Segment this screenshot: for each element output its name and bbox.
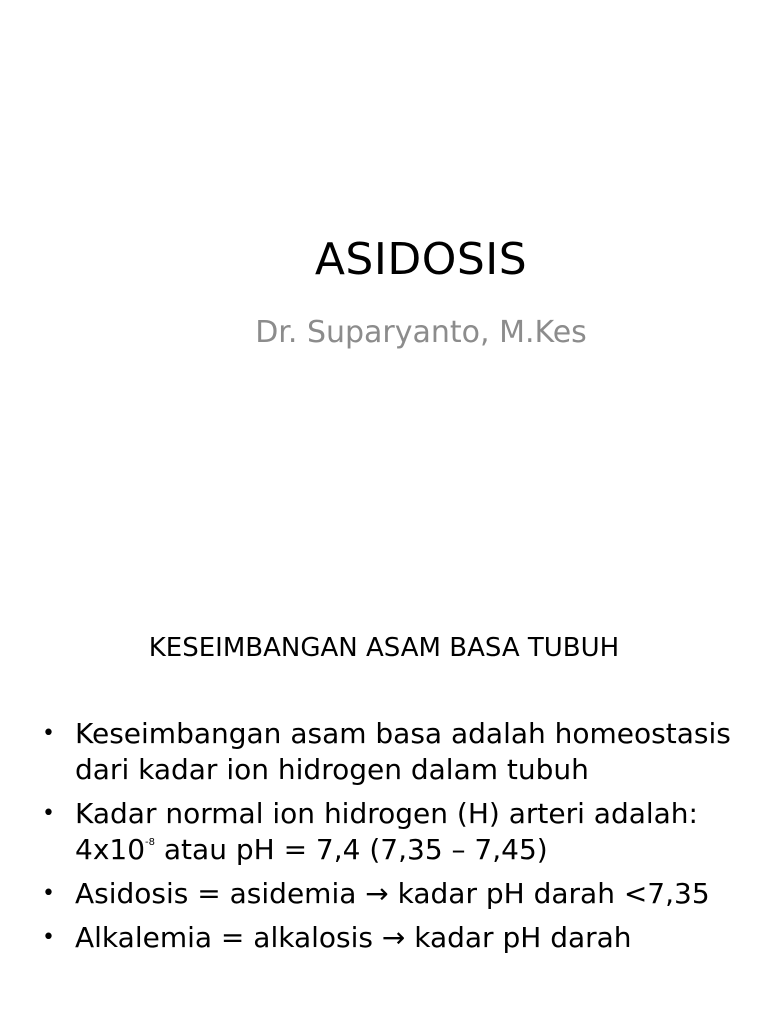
bullet-superscript: -8 [145,837,155,848]
bullet-item [40,716,740,788]
slide-subtitle: Dr. Suparyanto, M.Kes [255,315,587,350]
bullet-icon: • [42,925,55,950]
bullet-list [40,716,740,964]
bullet-text-continued: atau pH = 7,4 (7,35 – 7,45) [155,833,548,866]
bullet-icon: • [42,881,55,906]
bullet-item [40,796,740,868]
slide-title: ASIDOSIS [314,234,528,285]
bullet-text: Kadar normal ion hidrogen (H) arteri adalah: 4x10 [75,797,698,866]
bullet-text: Asidosis = asidemia → kadar pH darah <7,35 [75,877,710,910]
bullet-text: Alkalemia = alkalosis → kadar pH darah [75,921,632,954]
bullet-icon: • [42,721,55,746]
bullet-item [40,876,740,912]
content-slide [0,576,768,1024]
bullet-text: Keseimbangan asam basa adalah homeostasis dari kadar ion hidrogen dalam tubuh [75,717,731,786]
slide-heading: KESEIMBANGAN ASAM BASA TUBUH [148,633,620,663]
bullet-item [40,920,740,956]
bullet-icon: • [42,801,55,826]
